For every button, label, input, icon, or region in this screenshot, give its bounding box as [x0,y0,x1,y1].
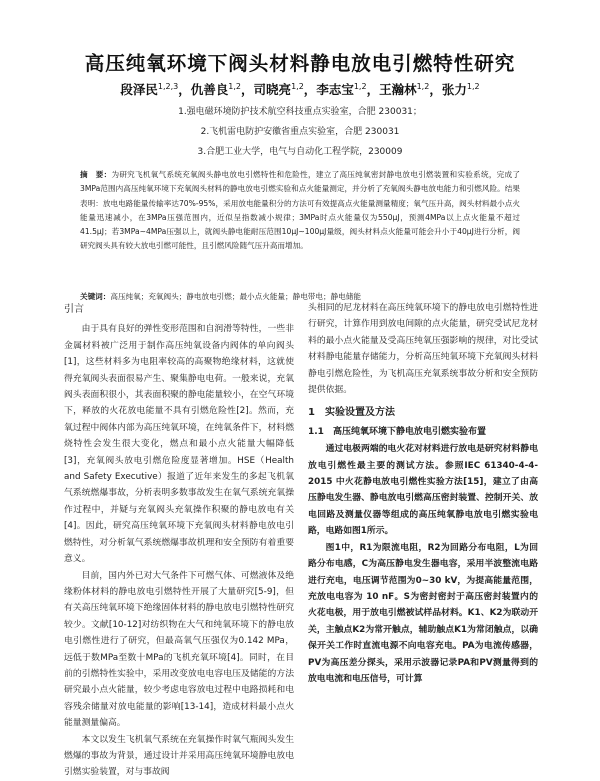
affiliation-3: 3.合肥工业大学，电气与自动化工程学院，230009 [197,147,403,157]
body-paragraph: 图1中，R1为限流电阻，R2为回路分布电阻，L为回路分布电感，C为高压静电发生器电容，采用半波整流电路进行充电，电压调节范围为0~30 kV，为提高能量范围，充放电电容为 10 nF。S为密封密封于高压密封装置内的火花电极，用于放电引燃被试样品材料。K1、K2为联动开关，主触点K2为常开触点，辅助触点K1为常闭触点，以确保开关工作时直流电源不向电容充电。PA为电流传感器，PV为高压差分探头，采用示波器记录PA和PV测量得到的放电电流和电压信号，可计算 [308,542,538,684]
body-paragraph: 目前，国内外已对大气条件下可燃气体、可燃液体及绝缘粉体材料的静电放电引燃特性开展了大量研究[5-9]，但有关高压纯氧环境下绝缘固体材料的静电放电引燃特性研究较少。文献[10-12]对纺织物在大气和纯氧环境下的静电放电引燃性进行了研究，但最高氧气压强仅为0.142 MPa，远低于数MPa至数十MPa的飞机充氧环境[4]。同时，在目前的引燃特性实验中，采用改变放电电容电压及储能的方法研究最小点火能量，较少考虑电容放电过程中电路损耗和电容残余储量对放电能量的影响[13-14]，造成材料最小点火能量测量偏高。 [64,570,294,729]
left-column [64,302,294,781]
keywords-text: 高压纯氧；充氧阀头；静电放电引燃；最小点火能量；静电带电；静电储能 [110,292,361,301]
abstract-text: 为研究飞机氧气系统充氧阀头静电放电引燃特性和危险性，建立了高压纯氧密封静电放电引燃装置和实验系统，完成了3MPa范围内高压纯氧环境下充氧阀头材料的静电放电引燃实验和点火能量测定，并分析了充氧阀头静电放电能力和引燃风险。结果表明：放电电路能量传输率达70%-95%，采用放电能量积分的方法可有效提高点火能量测量精度；氧气压升高，阀头材料最小点火能量迅速减小，在3MPa压强范围内，近似呈指数减小规律；3MPa时点火能量仅为550μJ，预测4MPa以上点火能量不超过41.5μJ；若3MPa~4MPa压强以上，就阀头静电能耐压范围10μJ~100μJ量级，阀头材料点火能量可能会升小于40μJ进行分析，阀研究阀头具有较大放电引燃可能性，且引燃风险随气压升高而增加。 [80,170,520,251]
section-heading-intro: 引言 [64,304,84,315]
section-heading-1: 1 实验设置及方法 [308,407,395,419]
body-paragraph: 由于具有良好的弹性变形范围和自润滑等特性，一些非金属材料被广泛用于制作高压纯氧设备内阀体的单向阀头[1]，这些材料多为电阻率较高的高聚物绝缘材料，这就使得充氧阀头表面很易产生、聚集静电电荷。一般来说，充氧阀头表面积很小，其表面积聚的静电能量较小，在空气环境下，释放的火花放电能量不具有引燃危险性[2]。然而，充氧过程中阀体内部为高压纯氧环境，在纯氧条件下，材料燃烧特性会发生很大变化，燃点和最小点火能量大幅降低[3]，充氧阀头放电引燃危险度显著增加。HSE（Health and Safety Executive）报道了近年来发生的多起飞机氧气系统燃爆事故，分析表明多数事故发生在氧气系统充氧操作过程中，并疑与充氧阀头充氧操作积聚的静电放电有关[4]。因此，研究高压纯氧环境下充氧阀头材料静电放电引燃特性，对分析氧气系统燃爆事故机理和安全预防有着重要意义。 [64,324,294,565]
body-paragraph: 头相同的尼龙材料在高压纯氧环境下的静电放电引燃特性进行研究，计算作用到放电间隙的点火能量，研究受试尼龙材料的最小点火能量及受高压纯氧压强影响的规律，对比受试材料静电能量存储能力，分析高压纯氧环境下充氧阀头材料静电引燃危险性，为飞机高压充氧系统事故分析和安全预防提供依据。 [308,303,538,396]
author: 司晓亮$^{1,2}$ [253,81,304,97]
affiliation-1: 1.强电磁环境防护技术航空科技重点实验室，合肥 230031； [178,107,422,117]
author: 王瀚林$^{1,2}$ [379,81,430,97]
keywords-label: 关键词： [80,292,111,301]
body-paragraph: 本文以发生飞机氧气系统在充氧操作时氧气瓶阀头发生燃爆的事故为背景，通过设计并采用高压纯氧环境静电放电引燃实验装置，对与事故阀 [64,734,294,778]
abstract [80,168,520,254]
affiliation-2: 2.飞机雷电防护安徽省重点实验室，合肥 230031 [200,127,400,137]
author: 段泽民$^{1,2,3}$ [120,81,179,97]
abstract-label: 摘 要： [80,170,112,179]
author: 张力$^{1,2}$ [441,81,480,97]
author: 仇善良$^{1,2}$ [190,81,242,97]
body-paragraph: 通过电极两端的电火花对材料进行放电是研究材料静电放电引燃性最主要的测试方法。参照IEC 61340-4-4-2015 中火花静电放电引燃性实验方法[15]，建立了由高压静电发生器、静电放电引燃高压密封装置、控制开关、放电回路及测量仪器等组成的高压纯氧静电放电引燃实验电路，电路如图1所示。 [308,444,538,537]
author: 李志宝$^{1,2}$ [316,81,367,97]
subsection-heading-1-1: 1.1 高压纯氧环境下静电放电引燃实验布置 [308,426,486,437]
right-column [308,300,538,687]
paper-title: 高压纯氧环境下阀头材料静电放电引燃特性研究 [84,52,516,75]
author-list: 段泽民$^{1,2,3}$，仇善良$^{1,2}$，司晓亮$^{1,2}$，李志宝$^{1,2}$，王瀚林$^{1,2}$，张力$^{1,2}$ [120,81,480,97]
